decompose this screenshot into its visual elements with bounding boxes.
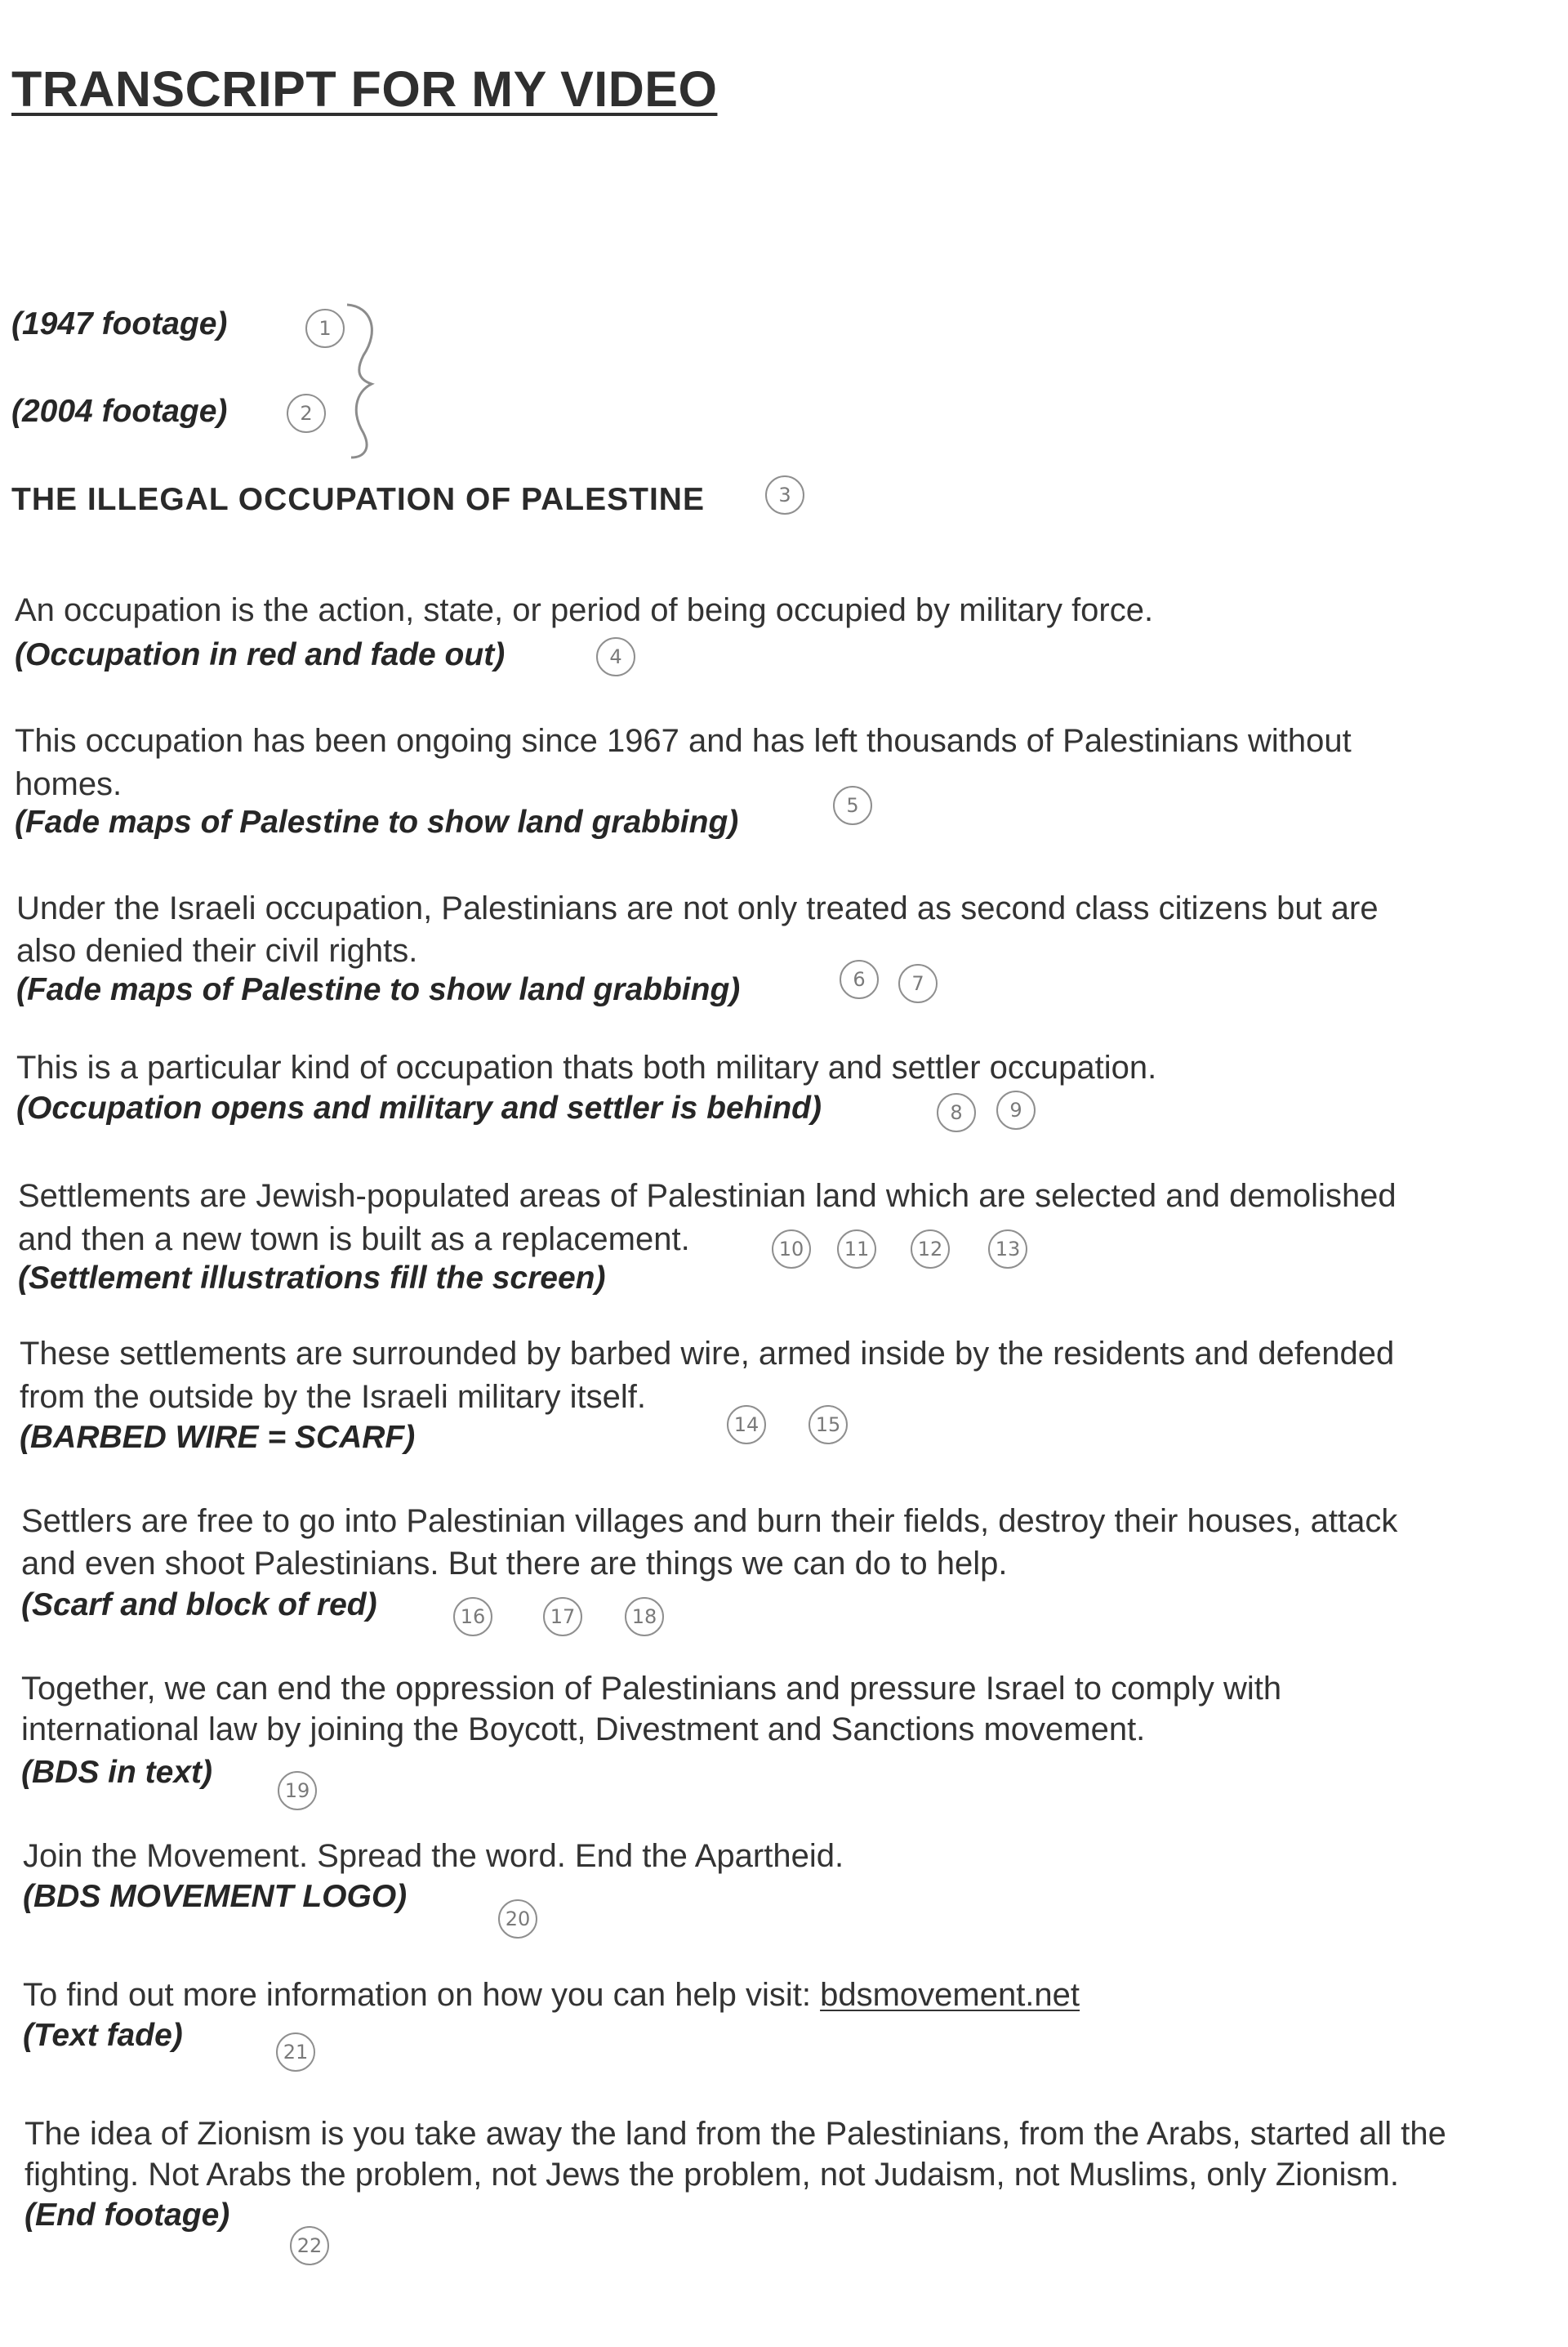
handwritten-brace <box>339 298 388 462</box>
handwritten-number-1: 1 <box>305 309 345 348</box>
handwritten-number-20: 20 <box>498 1899 537 1939</box>
handwritten-number-9: 9 <box>996 1091 1036 1130</box>
narration-9-line-1: Join the Movement. Spread the word. End the Apartheid. <box>23 1838 844 1874</box>
direction-5: (Settlement illustrations fill the screen) <box>18 1261 606 1296</box>
handwritten-number-5: 5 <box>833 786 872 825</box>
handwritten-number-2: 2 <box>287 394 326 433</box>
handwritten-number-21: 21 <box>276 2032 315 2072</box>
direction-6: (BARBED WIRE = SCARF) <box>20 1420 416 1455</box>
direction-4: (Occupation opens and military and settler is behind) <box>16 1091 822 1126</box>
bdsmovement-link[interactable]: bdsmovement.net <box>820 1977 1080 2013</box>
section-heading: THE ILLEGAL OCCUPATION OF PALESTINE <box>11 482 705 517</box>
direction-9: (BDS MOVEMENT LOGO) <box>23 1879 408 1914</box>
handwritten-number-14: 14 <box>727 1405 766 1444</box>
narration-8-line-1: Together, we can end the oppression of Palestinians and pressure Israel to comply with <box>21 1671 1282 1707</box>
narration-7-line-1: Settlers are free to go into Palestinian villages and burn their fields, destroy their houses, attack <box>21 1503 1398 1539</box>
handwritten-number-7: 7 <box>898 964 938 1003</box>
direction-8: (BDS in text) <box>21 1755 212 1790</box>
page-title: TRANSCRIPT FOR MY VIDEO <box>11 61 718 117</box>
narration-7-line-2: and even shoot Palestinians. But there are things we can do to help. <box>21 1546 1008 1582</box>
narration-5-line-2: and then a new town is built as a replacement. <box>18 1221 690 1257</box>
narration-11-line-2: fighting. Not Arabs the problem, not Jews the problem, not Judaism, not Muslims, only Zionism. <box>24 2157 1399 2193</box>
direction-1: (Occupation in red and fade out) <box>15 637 506 672</box>
narration-6-line-1: These settlements are surrounded by barbed wire, armed inside by the residents and defended <box>20 1336 1395 1372</box>
handwritten-number-13: 13 <box>988 1229 1027 1269</box>
narration-11-line-1: The idea of Zionism is you take away the land from the Palestinians, from the Arabs, started all the <box>24 2116 1446 2152</box>
handwritten-number-22: 22 <box>290 2226 329 2265</box>
narration-2-line-2: homes. <box>15 766 122 802</box>
narration-10-line-1 <box>23 1977 1080 2014</box>
narration-4-line-1: This is a particular kind of occupation thats both military and settler occupation. <box>16 1050 1157 1086</box>
direction-2004-footage: (2004 footage) <box>11 394 228 429</box>
narration-6-line-2: from the outside by the Israeli military itself. <box>20 1379 646 1415</box>
handwritten-number-18: 18 <box>625 1597 664 1636</box>
handwritten-number-8: 8 <box>937 1093 976 1132</box>
narration-3-line-2: also denied their civil rights. <box>16 933 418 969</box>
narration-8-line-2: international law by joining the Boycott, Divestment and Sanctions movement. <box>21 1711 1146 1747</box>
direction-3: (Fade maps of Palestine to show land grabbing) <box>16 972 741 1007</box>
handwritten-number-6: 6 <box>840 960 879 999</box>
handwritten-number-17: 17 <box>543 1597 582 1636</box>
direction-1947-footage: (1947 footage) <box>11 306 228 341</box>
handwritten-number-12: 12 <box>911 1229 950 1269</box>
narration-1-line-1: An occupation is the action, state, or period of being occupied by military force. <box>15 592 1154 628</box>
handwritten-number-19: 19 <box>278 1771 317 1810</box>
direction-11: (End footage) <box>24 2198 230 2233</box>
handwritten-number-4: 4 <box>596 637 635 676</box>
handwritten-number-3: 3 <box>765 475 804 515</box>
narration-5-line-1: Settlements are Jewish-populated areas of Palestinian land which are selected and demolished <box>18 1178 1396 1214</box>
handwritten-number-15: 15 <box>808 1405 848 1444</box>
direction-10: (Text fade) <box>23 2018 183 2053</box>
narration-10-text: To find out more information on how you can help visit: <box>23 1977 821 2013</box>
narration-3-line-1: Under the Israeli occupation, Palestinians are not only treated as second class citizens but are <box>16 890 1379 926</box>
direction-2: (Fade maps of Palestine to show land grabbing) <box>15 805 739 840</box>
narration-2-line-1: This occupation has been ongoing since 1967 and has left thousands of Palestinians without <box>15 723 1352 759</box>
handwritten-number-16: 16 <box>453 1597 492 1636</box>
direction-7: (Scarf and block of red) <box>21 1587 377 1622</box>
handwritten-number-11: 11 <box>837 1229 876 1269</box>
handwritten-number-10: 10 <box>772 1229 811 1269</box>
